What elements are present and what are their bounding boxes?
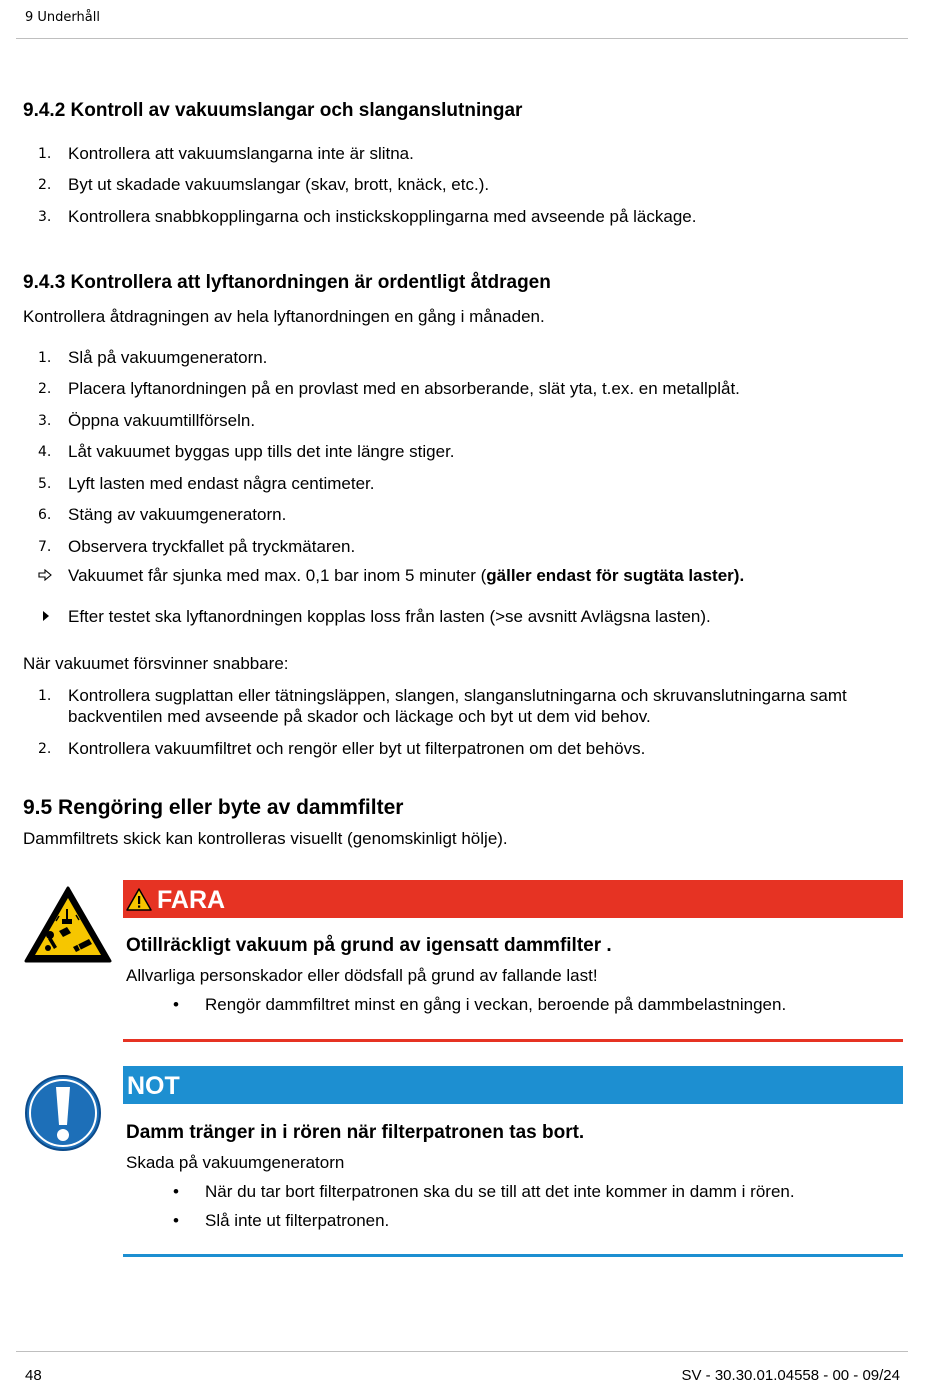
list-number: 1. (38, 350, 52, 366)
list-item (38, 536, 908, 557)
bullet-text: Rengör dammfiltret minst en gång i veckan, beroende på dammbelastningen. (205, 995, 787, 1014)
result-item (38, 565, 908, 586)
notice-label: NOT (127, 1072, 180, 1100)
list-text: Slå på vakuumgeneratorn. (68, 348, 268, 367)
document-id: SV - 30.30.01.04558 - 00 - 09/24 (681, 1367, 900, 1384)
heading-9-4-3: 9.4.3 Kontrollera att lyftanordningen är ordentligt åtdragen (23, 272, 551, 293)
result-arrow-icon (38, 565, 62, 587)
list-item (38, 410, 908, 431)
list-item (38, 685, 908, 727)
list-item (38, 378, 908, 399)
footer-rule (16, 1351, 908, 1352)
list-text: Lyft lasten med endast några centimeter. (68, 474, 375, 493)
notice-end-rule (123, 1254, 903, 1257)
list-item (38, 174, 908, 195)
list-number: 3. (38, 413, 52, 429)
section-intro: Dammfiltrets skick kan kontrolleras visuellt (genomskinligt hölje). (23, 829, 508, 848)
list-number: 7. (38, 539, 52, 555)
list-text: Kontrollera sugplattan eller tätningsläppen, slangen, slanganslutningarna och skruvanslutningarna samt backventilen med avseende på skador och läckage och byt ut dem vid behov. (68, 686, 847, 726)
list-item (38, 347, 908, 368)
list-number: 5. (38, 476, 52, 492)
danger-banner (123, 880, 903, 918)
danger-label: FARA (157, 886, 226, 914)
result-text: Vakuumet får sjunka med max. 0,1 bar inom 5 minuter ( (68, 566, 487, 585)
danger-title: Otillräckligt vakuum på grund av igensatt dammfilter . (126, 935, 612, 956)
notice-banner (123, 1066, 903, 1104)
list-number: 1. (38, 146, 52, 162)
bullet-text: När du tar bort filterpatronen ska du se till att det inte kommer in damm i rören. (205, 1182, 795, 1201)
section-intro: Kontrollera åtdragningen av hela lyftanordningen en gång i månaden. (23, 307, 545, 326)
triangle-right-icon (38, 606, 62, 628)
list-item (38, 504, 908, 525)
list-number: 6. (38, 507, 52, 523)
list-text: Låt vakuumet byggas upp tills det inte längre stiger. (68, 442, 455, 461)
list-text: Stäng av vakuumgeneratorn. (68, 505, 287, 524)
heading-9-4-2: 9.4.2 Kontroll av vakuumslangar och slanganslutningar (23, 100, 523, 121)
list-number: 3. (38, 209, 52, 225)
list-item (38, 206, 908, 227)
heading-9-5: 9.5 Rengöring eller byte av dammfilter (23, 796, 404, 819)
list-text: Byt ut skadade vakuumslangar (skav, brott, knäck, etc.). (68, 175, 490, 194)
instruction-text: Efter testet ska lyftanordningen kopplas loss från lasten (>se avsnitt Avlägsna lasten). (68, 607, 711, 626)
list-text: Kontrollera att vakuumslangarna inte är slitna. (68, 144, 414, 163)
exclamation-mandatory-icon (23, 1073, 103, 1158)
faster-intro: När vakuumet försvinner snabbare: (23, 654, 289, 673)
page-number: 48 (25, 1367, 42, 1384)
warning-triangle-icon (126, 888, 152, 918)
list-item (38, 441, 908, 462)
list-text: Kontrollera snabbkopplingarna och instickskopplingarna med avseende på läckage. (68, 207, 697, 226)
falling-load-hazard-icon (23, 885, 113, 970)
list-item (38, 738, 908, 759)
list-text: Placera lyftanordningen på en provlast med en absorberande, slät yta, t.ex. en metallplåt. (68, 379, 740, 398)
list-text: Kontrollera vakuumfiltret och rengör eller byt ut filterpatronen om det behövs. (68, 739, 646, 758)
list-number: 2. (38, 741, 52, 757)
list-number: 1. (38, 688, 52, 704)
list-item (38, 473, 908, 494)
list-text: Observera tryckfallet på tryckmätaren. (68, 537, 356, 556)
notice-title: Damm tränger in i rören när filterpatronen tas bort. (126, 1122, 585, 1143)
danger-text: Allvarliga personskador eller dödsfall på grund av fallande last! (126, 966, 598, 985)
running-header: 9 Underhåll (25, 10, 100, 25)
header-rule (16, 38, 908, 39)
list-number: 2. (38, 381, 52, 397)
result-suffix: ). (733, 566, 745, 585)
result-emphasis: gäller endast för sugtäta laster (486, 566, 734, 585)
list-text: Öppna vakuumtillförseln. (68, 411, 256, 430)
bullet-text: Slå inte ut filterpatronen. (205, 1211, 390, 1230)
list-item (38, 143, 908, 164)
list-number: 4. (38, 444, 52, 460)
notice-text: Skada på vakuumgeneratorn (126, 1153, 345, 1172)
danger-end-rule (123, 1039, 903, 1042)
list-number: 2. (38, 177, 52, 193)
instruction-item (38, 606, 908, 627)
